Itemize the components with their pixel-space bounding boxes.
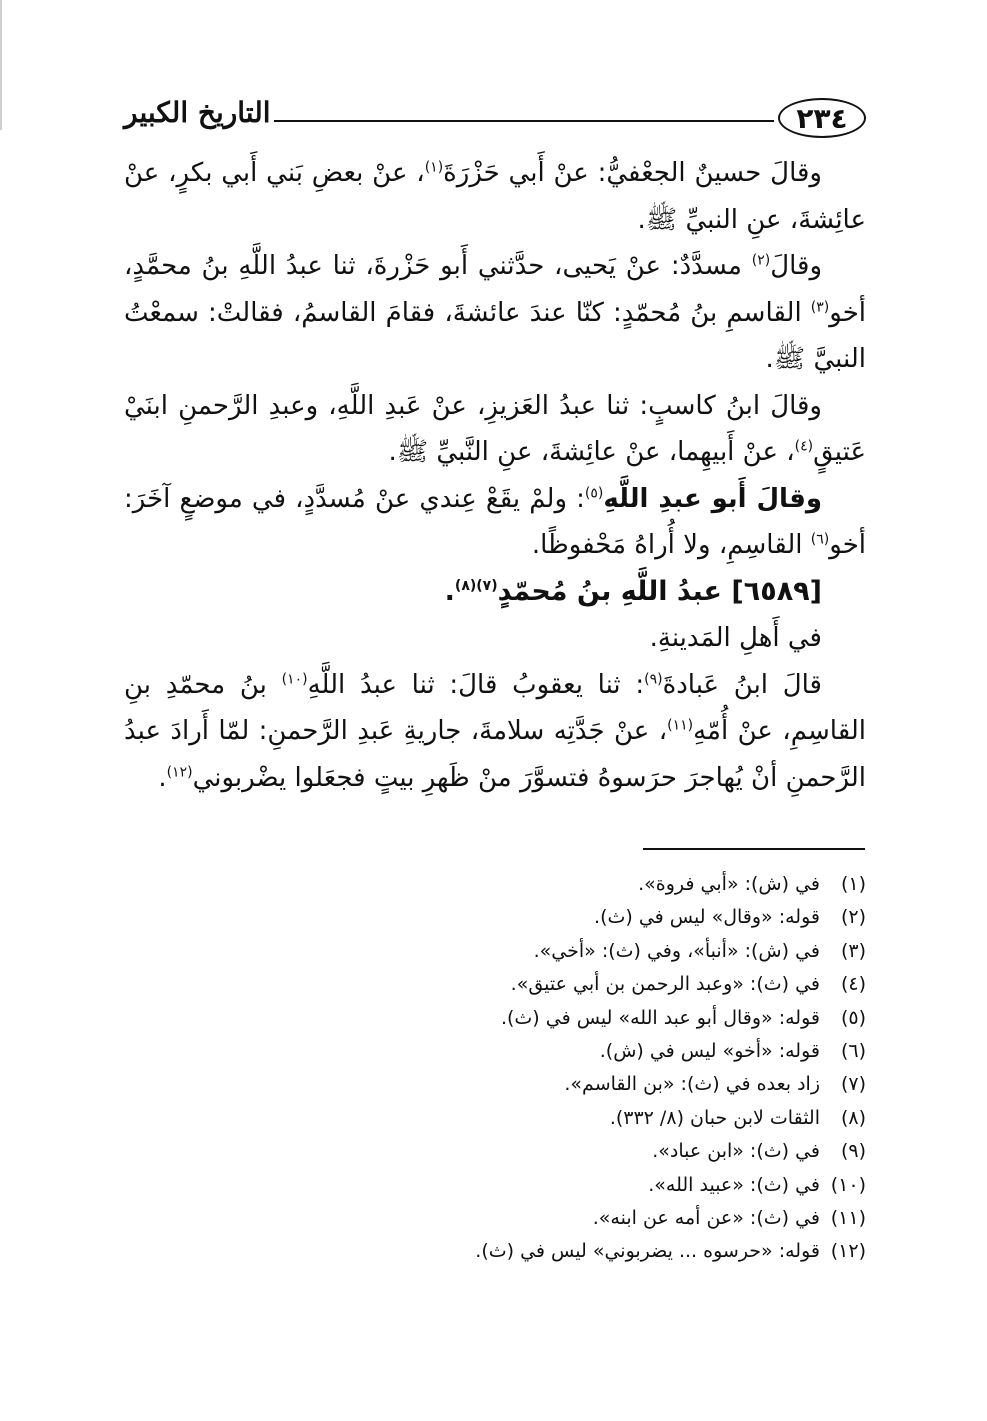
footnote-item (124, 1169, 866, 1202)
footnote-separator (643, 848, 865, 850)
page-number: ٢٣٤ (796, 101, 848, 135)
footnote-ref-2: (٢) (751, 252, 771, 269)
footnote-ref-4: (٤) (794, 438, 814, 455)
page-edge-line (0, 0, 2, 130)
footnote-number: (٣) (840, 939, 866, 962)
footnote-number: (١٠) (830, 1173, 866, 1196)
footnote-number: (١٢) (830, 1240, 866, 1263)
footnote-text: في (ش): «أبي فروة». (638, 873, 820, 895)
footnote-item (124, 1068, 866, 1101)
entry-heading (124, 569, 866, 616)
text-span: . (158, 762, 167, 793)
footnote-item (124, 868, 866, 901)
page-number-badge (778, 98, 866, 138)
text-span: وقالَ (770, 251, 822, 281)
footnote-number: (١) (840, 873, 866, 895)
text-span-bold: وقالَ أَبو عبدِ اللَّهِ (603, 483, 823, 514)
text-span: ، عنْ أَبيهِما، عنْ عائِشةَ، عنِ النَّبيِّ ﷺ. (388, 437, 795, 467)
footnote-item (124, 1135, 866, 1168)
footnote-item (124, 1235, 866, 1268)
footnote-number: (٢) (840, 906, 866, 929)
text-span: بنُ محمّدِ بنِ القاسِمِ، عنْ أُمّهِ (124, 669, 867, 746)
text-span: مسدَّدٌ: عنْ يَحيى، حدَّثني أَبو حَزْرةَ، ثنا عبدُ اللَّهِ بنُ محمَّدٍ، أخو (124, 251, 866, 328)
text-span: قالَ ابنُ عَبادةَ (662, 669, 822, 700)
paragraph-1 (124, 150, 866, 243)
footnote-item (124, 1202, 866, 1235)
footnote-item (124, 901, 866, 934)
footnote-text: قوله: «وقال» ليس في (ث). (594, 906, 820, 929)
footnote-item (124, 968, 866, 1001)
footnote-text: زاد بعده في (ث): «بن القاسم». (564, 1073, 820, 1096)
footnote-number: (٦) (840, 1040, 866, 1063)
paragraph-3 (124, 383, 866, 476)
text-span: القاسمِ بنُ مُحمّدٍ: كنّا عندَ عائشةَ، فقامَ القاسمُ، فقالتْ: سمعْتُ النبيَّ ﷺ. (124, 297, 866, 374)
footnote-item (124, 1002, 866, 1035)
paragraph-6 (124, 662, 866, 802)
text-span: في أَهلِ المَدينةِ. (649, 623, 822, 653)
footnote-ref-6: (٦) (810, 531, 830, 548)
main-text (124, 150, 866, 801)
footnote-text: الثقات لابن حبان (٨/ ٣٣٢). (609, 1106, 820, 1129)
footnote-number: (١١) (830, 1207, 866, 1230)
text-span: : ثنا يعقوبُ قالَ: ثنا عبدُ اللَّهِ (307, 669, 645, 700)
header-rule (274, 120, 774, 122)
entry-title: [٦٥٨٩] عبدُ اللَّهِ بنُ مُحمّدٍ (497, 575, 822, 607)
text-span: وقالَ حسينٌ الجعْفيُّ: عنْ أَبي حَزْرَةَ (443, 158, 822, 188)
footnote-number: (٥) (840, 1006, 866, 1029)
footnote-item (124, 1102, 866, 1135)
footnote-text: في (ث): «عن أمه عن ابنه». (592, 1207, 820, 1230)
footnote-ref-10: (١٠) (281, 670, 308, 687)
footnote-text: قوله: «حرسوه ... يضربوني» ليس في (ث). (475, 1240, 820, 1263)
footnote-text: في (ث): «وعبد الرحمن بن أبي عتيق». (510, 973, 820, 996)
text-span: ، عنْ جَدَّتِه سلامةَ، جاريةِ عَبدِ الرَّحمنِ: لمّا أَرادَ عبدُ الرَّحمنِ أنْ يُهاجرَ حرَسوهُ فتسوَّرَ منْ ظَهرِ بيتٍ فجعَلوا يضْربوني (124, 716, 866, 793)
footnote-number: (٧) (840, 1073, 866, 1096)
footnote-text: قوله: «أخو» ليس في (ش). (599, 1040, 820, 1063)
footnote-ref-12: (١٢) (166, 763, 193, 780)
footnote-item (124, 1035, 866, 1068)
footnote-number: (٤) (840, 973, 866, 996)
footnote-number: (٨) (840, 1106, 866, 1129)
text-span: ، عنْ بعضِ بَني أَبي بكرٍ، عنْ عائِشةَ، عنِ النبيِّ ﷺ. (124, 158, 866, 235)
paragraph-5 (124, 615, 866, 662)
footnote-text: قوله: «وقال أبو عبد الله» ليس في (ث). (500, 1006, 820, 1029)
footnote-ref-5: (٥) (584, 484, 604, 501)
footnote-ref-3: (٣) (810, 298, 830, 315)
book-title: التاريخ الكبير (124, 96, 271, 129)
paragraph-2 (124, 243, 866, 383)
footnote-text: في (ش): «أنبأ»، وفي (ث): «أخي». (533, 939, 820, 962)
text-span: . (444, 575, 455, 607)
text-span: وقالَ ابنُ كاسبٍ: ثنا عبدُ العَزيزِ، عنْ عَبدِ اللَّهِ، وعبدِ الرَّحمنِ ابنَيْ عَتيقٍ (124, 390, 866, 467)
footnote-ref-1: (١) (424, 159, 444, 176)
footnote-ref-9: (٩) (644, 670, 663, 687)
footnote-text: في (ث): «عبيد الله». (648, 1173, 820, 1196)
footnote-ref-11: (١١) (667, 717, 694, 734)
page-header (124, 96, 866, 142)
footnote-number: (٩) (840, 1140, 866, 1163)
footnote-text: في (ث): «ابن عباد». (652, 1140, 820, 1163)
footnotes-list (124, 868, 866, 1269)
text-span: القاسِمِ، ولا أُراهُ مَحْفوظًا. (531, 530, 811, 560)
text-span: : ولمْ يقَعْ عِندي عنْ مُسدَّدٍ، في موضعٍ آخَرَ: أخو (124, 483, 866, 560)
footnote-item (124, 935, 866, 968)
footnote-ref-7-8: (٧)(٨) (454, 577, 498, 594)
paragraph-4 (124, 476, 866, 569)
